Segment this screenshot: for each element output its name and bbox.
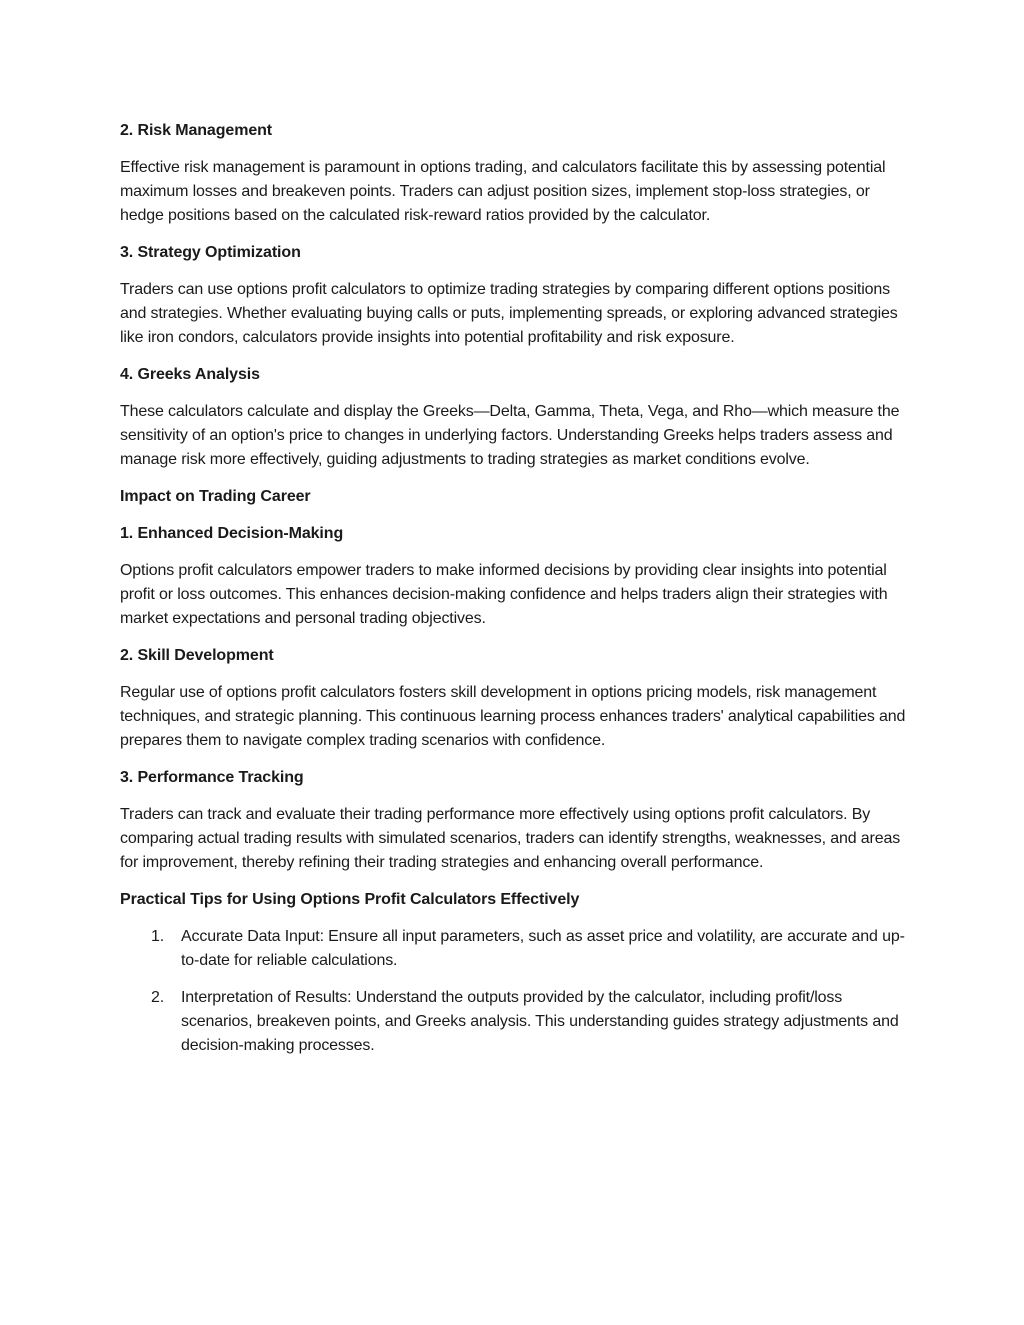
section-heading: 3. Strategy Optimization xyxy=(120,244,301,261)
section-paragraph: Traders can track and evaluate their trading performance more effectively using options profit calculators. By comparing actual trading results with simulated scenarios, traders can identify strengths, weaknesses, and areas for improvement, thereby refining their trading strategies and enhancing overall performance. xyxy=(120,806,901,871)
list-item-number: 1. xyxy=(151,928,165,945)
section-risk-management xyxy=(120,119,910,228)
section-paragraph: Options profit calculators empower traders to make informed decisions by providing clear insights into potential profit or loss outcomes. This enhances decision-making confidence and helps traders align their strategies with market expectations and personal trading objectives. xyxy=(120,562,888,627)
list-item xyxy=(120,925,910,973)
section-heading: 2. Skill Development xyxy=(120,647,274,664)
impact-heading: Impact on Trading Career xyxy=(120,488,311,505)
list-item-text: Accurate Data Input: Ensure all input parameters, such as asset price and volatility, are accurate and up-to-date for reliable calculations. xyxy=(181,928,905,969)
section-enhanced-decision-making xyxy=(120,522,910,631)
section-skill-development xyxy=(120,644,910,753)
section-performance-tracking xyxy=(120,766,910,875)
document-page xyxy=(120,119,910,1071)
section-heading: 3. Performance Tracking xyxy=(120,769,304,786)
list-item-text: Interpretation of Results: Understand the outputs provided by the calculator, including profit/loss scenarios, breakeven points, and Greeks analysis. This understanding guides strategy adjustments and decision-making processes. xyxy=(181,989,899,1054)
section-paragraph: Regular use of options profit calculators fosters skill development in options pricing models, risk management techniques, and strategic planning. This continuous learning process enhances traders' analytical capabilities and prepares them to navigate complex trading scenarios with confidence. xyxy=(120,684,906,749)
section-paragraph: Traders can use options profit calculators to optimize trading strategies by comparing different options positions and strategies. Whether evaluating buying calls or puts, implementing spreads, or exploring advanced strategies like iron condors, calculators provide insights into potential profitability and risk exposure. xyxy=(120,281,898,346)
section-paragraph: These calculators calculate and display the Greeks—Delta, Gamma, Theta, Vega, and Rho—which measure the sensitivity of an option's price to changes in underlying factors. Understanding Greeks helps traders assess and manage risk more effectively, guiding adjustments to trading strategies as market conditions evolve. xyxy=(120,403,900,468)
section-heading: 4. Greeks Analysis xyxy=(120,366,260,383)
section-heading: 1. Enhanced Decision-Making xyxy=(120,525,344,542)
list-item-number: 2. xyxy=(151,989,165,1006)
section-heading: 2. Risk Management xyxy=(120,122,273,139)
section-paragraph: Effective risk management is paramount in options trading, and calculators facilitate this by assessing potential maximum losses and breakeven points. Traders can adjust position sizes, implement stop-loss strategies, or hedge positions based on the calculated risk-reward ratios provided by the calculator. xyxy=(120,159,886,224)
list-item xyxy=(120,986,910,1058)
tips-list xyxy=(120,925,910,1058)
section-greeks-analysis xyxy=(120,363,910,472)
section-strategy-optimization xyxy=(120,241,910,350)
tips-heading: Practical Tips for Using Options Profit Calculators Effectively xyxy=(120,891,580,908)
